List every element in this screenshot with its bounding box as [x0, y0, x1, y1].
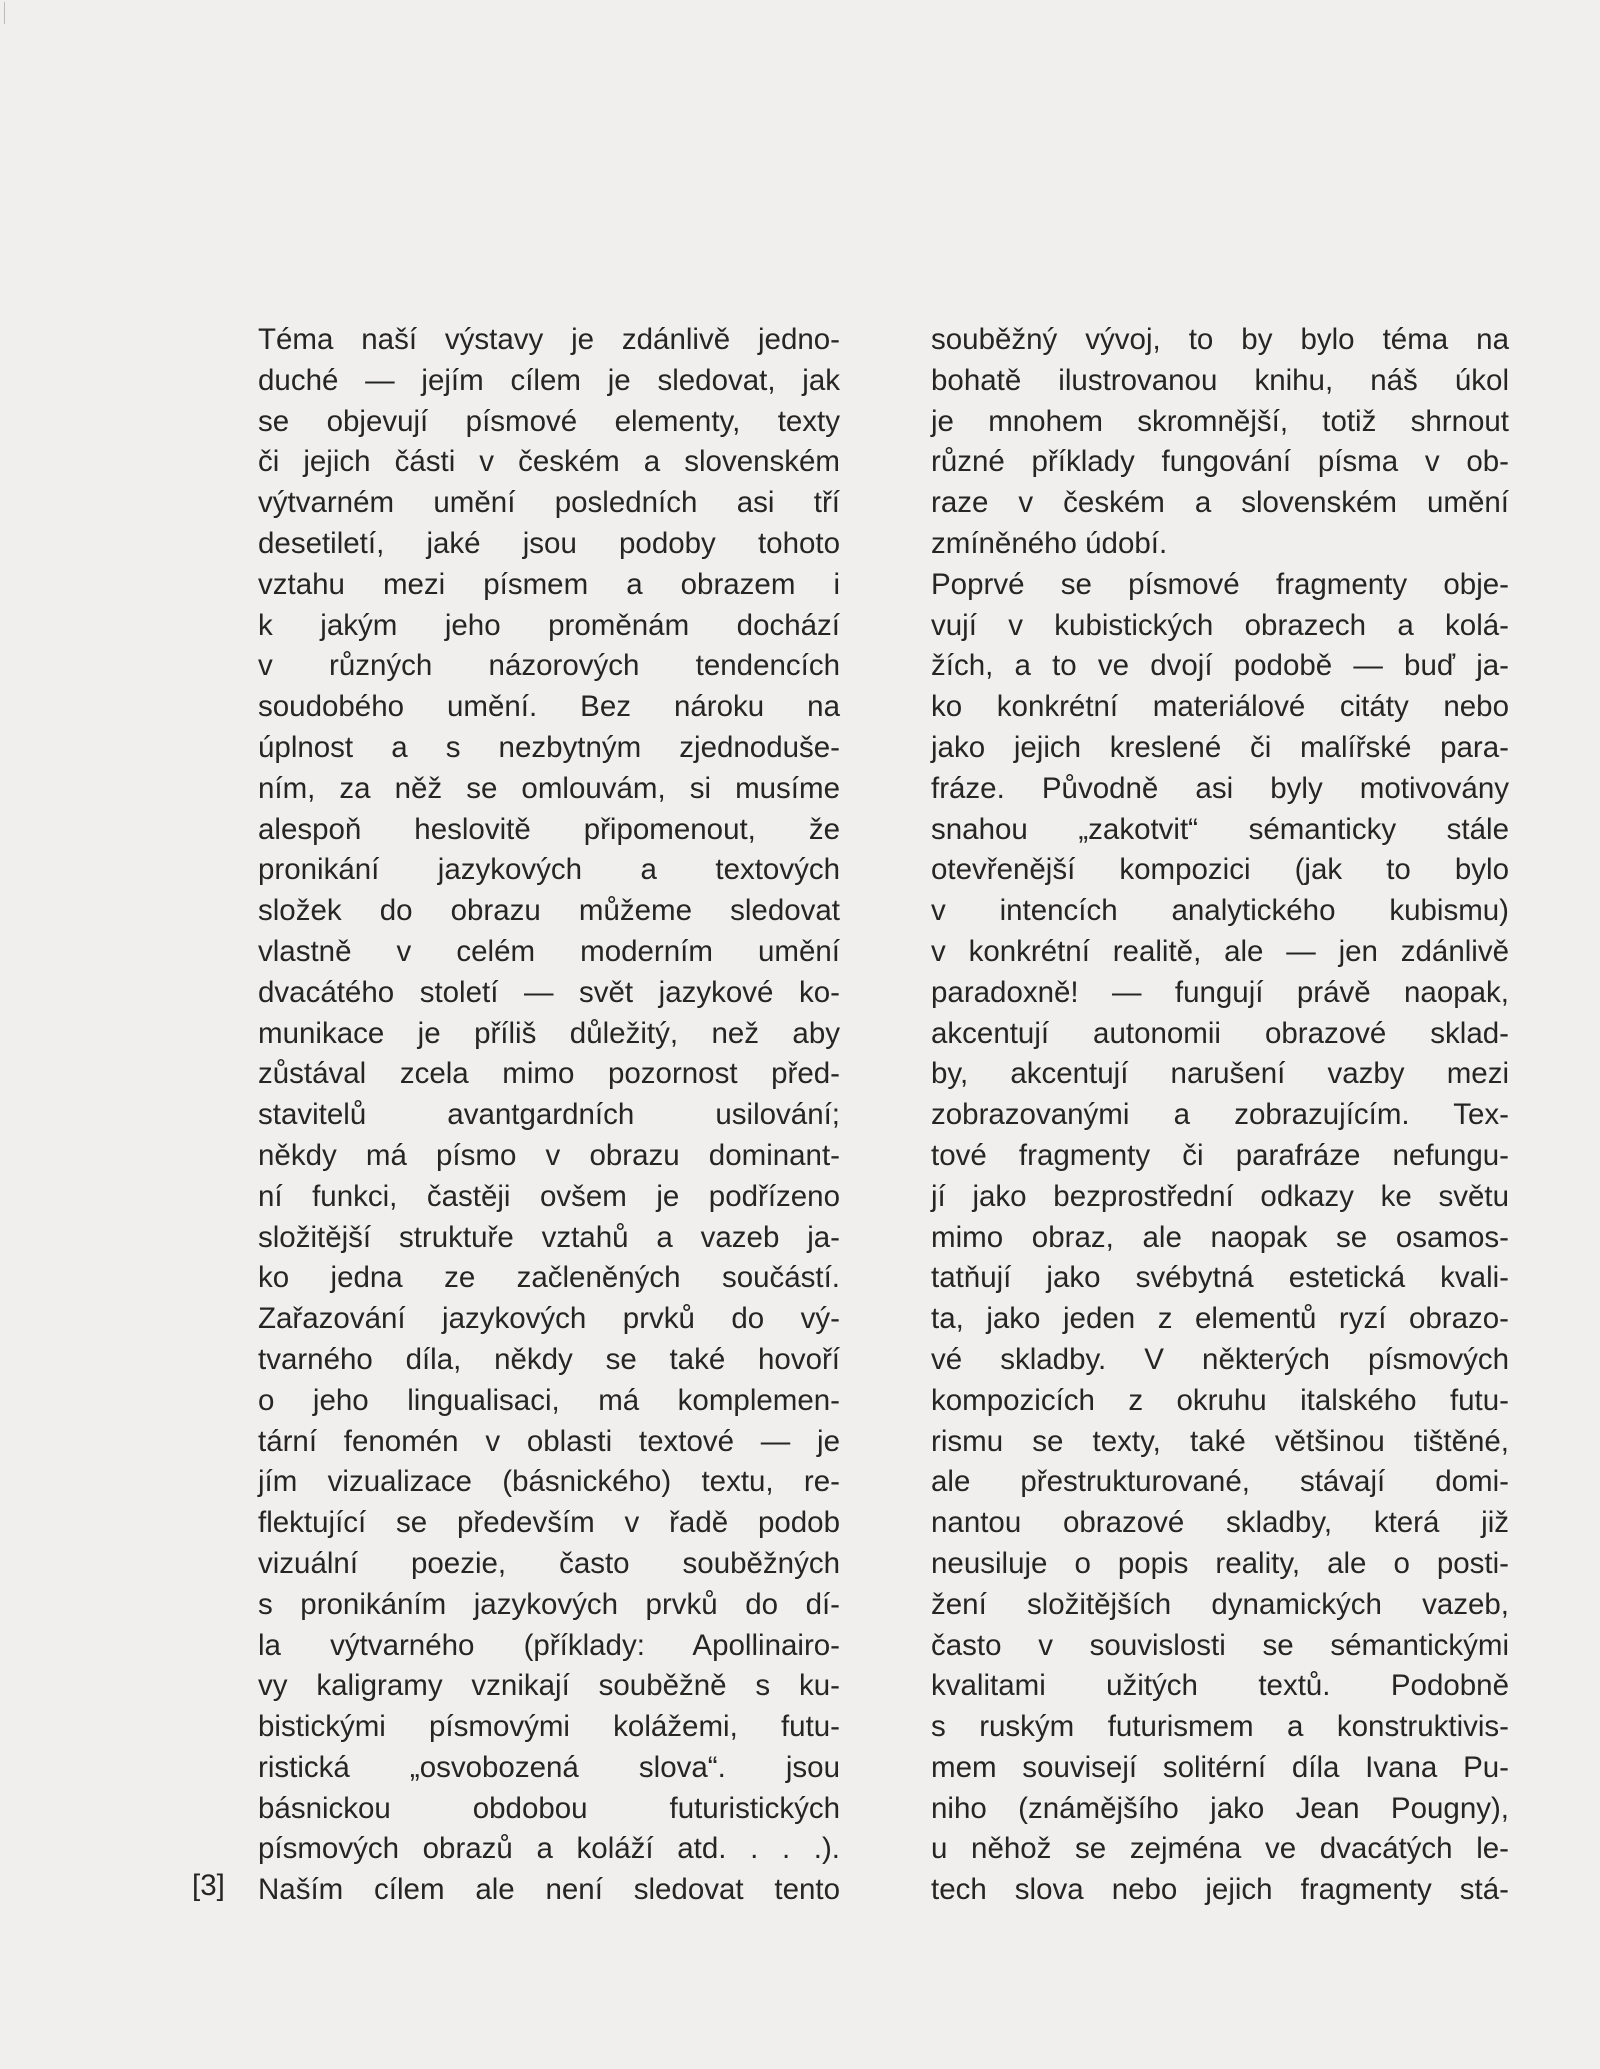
- text-line: jím vizualizace (básnického) textu, re-: [258, 1465, 840, 1499]
- text-line: v konkrétní realitě, ale — jen zdánlivě: [931, 934, 1509, 968]
- text-line: Téma naší výstavy je zdánlivě jedno-: [258, 323, 840, 356]
- text-line: ale přestrukturované, stávají domi-: [931, 1465, 1509, 1499]
- text-line: souběžný vývoj, to by bylo téma na: [931, 323, 1509, 356]
- text-line: mimo obraz, ale naopak se osamos-: [931, 1220, 1509, 1254]
- text-line: Zařazování jazykových prvků do vý-: [258, 1302, 840, 1336]
- text-line: paradoxně! — fungují právě naopak,: [931, 975, 1509, 1009]
- text-line: složitější struktuře vztahů a vazeb ja-: [258, 1220, 840, 1254]
- text-line: niho (známějšího jako Jean Pougny),: [931, 1791, 1509, 1825]
- text-line: ní funkci, častěji ovšem je podřízeno: [258, 1179, 840, 1213]
- text-line: básnickou obdobou futuristických: [258, 1791, 840, 1825]
- text-line: je mnohem skromnější, totiž shrnout: [931, 404, 1509, 438]
- text-line: soudobého umění. Bez nároku na: [258, 690, 840, 724]
- text-line: Naším cílem ale není sledovat tento: [258, 1873, 840, 1907]
- text-line: nantou obrazové skladby, která již: [931, 1506, 1509, 1540]
- text-line: vy kaligramy vznikají souběžně s ku-: [258, 1669, 840, 1703]
- text-column-right: [931, 320, 1509, 1911]
- text-line: někdy má písmo v obrazu dominant-: [258, 1138, 840, 1172]
- text-line: v intencích analytického kubismu): [931, 894, 1509, 928]
- text-line: jí jako bezprostřední odkazy ke světu: [931, 1179, 1509, 1213]
- text-line: munikace je příliš důležitý, než aby: [258, 1016, 840, 1050]
- text-line: k jakým jeho proměnám dochází: [258, 608, 840, 642]
- text-line: Poprvé se písmové fragmenty obje-: [931, 567, 1509, 601]
- scan-edge-mark: [4, 2, 5, 24]
- text-line: ta, jako jeden z elementů ryzí obrazo-: [931, 1302, 1509, 1336]
- text-line: alespoň heslovitě připomenout, že: [258, 812, 840, 846]
- text-line: složek do obrazu můžeme sledovat: [258, 894, 840, 928]
- text-line: vizuální poezie, často souběžných: [258, 1546, 840, 1580]
- page-number: [3]: [192, 1869, 225, 1902]
- text-line: zmíněného údobí.: [931, 526, 1168, 560]
- text-line: tatňují jako svébytná estetická kvali-: [931, 1261, 1509, 1295]
- text-line: stavitelů avantgardních usilování;: [258, 1098, 840, 1132]
- text-line: duché — jejím cílem je sledovat, jak: [258, 363, 840, 397]
- text-line: tární fenomén v oblasti textové — je: [258, 1424, 840, 1458]
- text-line: jako jejich kreslené či malířské para-: [931, 730, 1509, 764]
- text-line: neusiluje o popis reality, ale o posti-: [931, 1546, 1509, 1580]
- text-line: žích, a to ve dvojí podobě — buď ja-: [931, 649, 1509, 683]
- text-line: fráze. Původně asi byly motivovány: [931, 771, 1509, 805]
- text-line: rismu se texty, také většinou tištěné,: [931, 1424, 1509, 1458]
- text-column-left: [258, 320, 840, 1911]
- text-line: u něhož se zejména ve dvacátých le-: [931, 1832, 1509, 1866]
- text-line: kvalitami užitých textů. Podobně: [931, 1669, 1509, 1703]
- text-line: často v souvislosti se sémantickými: [931, 1628, 1509, 1662]
- text-line: by, akcentují narušení vazby mezi: [931, 1057, 1509, 1091]
- text-line: výtvarném umění posledních asi tří: [258, 486, 840, 520]
- text-line: pronikání jazykových a textových: [258, 853, 840, 887]
- text-line: ko jedna ze začleněných součástí.: [258, 1261, 840, 1295]
- text-line: kompozicích z okruhu italského futu-: [931, 1383, 1509, 1417]
- text-line: desetiletí, jaké jsou podoby tohoto: [258, 526, 840, 560]
- text-line: žení složitějších dynamických vazeb,: [931, 1587, 1509, 1621]
- text-line: se objevují písmové elementy, texty: [258, 404, 840, 438]
- text-line: flektující se především v řadě podob: [258, 1506, 840, 1540]
- text-line: s ruským futurismem a konstruktivis-: [931, 1710, 1509, 1744]
- text-line: o jeho lingualisaci, má komplemen-: [258, 1383, 840, 1417]
- text-line: ko konkrétní materiálové citáty nebo: [931, 690, 1509, 724]
- text-line: ristická „osvobozená slova“. jsou: [258, 1750, 840, 1784]
- text-line: vztahu mezi písmem a obrazem i: [258, 567, 840, 601]
- text-line: tvarného díla, někdy se také hovoří: [258, 1342, 840, 1376]
- text-line: zůstával zcela mimo pozornost před-: [258, 1057, 840, 1091]
- text-line: úplnost a s nezbytným zjednoduše-: [258, 730, 840, 764]
- text-line: s pronikáním jazykových prvků do dí-: [258, 1587, 840, 1621]
- text-line: či jejich části v českém a slovenském: [258, 445, 840, 479]
- text-line: akcentují autonomii obrazové sklad-: [931, 1016, 1509, 1050]
- text-line: vé skladby. V některých písmových: [931, 1342, 1509, 1376]
- text-line: písmových obrazů a koláží atd. . . .).: [258, 1832, 840, 1866]
- text-line: v různých názorových tendencích: [258, 649, 840, 683]
- text-line: vlastně v celém moderním umění: [258, 934, 840, 968]
- text-line: vují v kubistických obrazech a kolá-: [931, 608, 1509, 642]
- text-line: různé příklady fungování písma v ob-: [931, 445, 1509, 479]
- text-line: tové fragmenty či parafráze nefungu-: [931, 1138, 1509, 1172]
- text-line: dvacátého století — svět jazykové ko-: [258, 975, 840, 1009]
- text-line: zobrazovanými a zobrazujícím. Tex-: [931, 1098, 1509, 1132]
- text-line: mem souvisejí solitérní díla Ivana Pu-: [931, 1750, 1509, 1784]
- text-line: bohatě ilustrovanou knihu, náš úkol: [931, 363, 1509, 397]
- text-line: la výtvarného (příklady: Apollinairo-: [258, 1628, 840, 1662]
- text-line: snahou „zakotvit“ sémanticky stále: [931, 812, 1509, 846]
- text-line: otevřenější kompozici (jak to bylo: [931, 853, 1509, 887]
- text-line: ním, za něž se omlouvám, si musíme: [258, 771, 840, 805]
- text-line: tech slova nebo jejich fragmenty stá-: [931, 1873, 1509, 1907]
- text-line: bistickými písmovými kolážemi, futu-: [258, 1710, 840, 1744]
- text-line: raze v českém a slovenském umění: [931, 486, 1509, 520]
